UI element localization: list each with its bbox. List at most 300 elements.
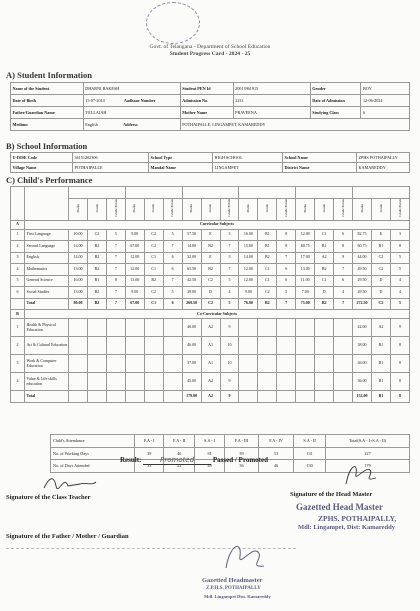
- mark-cell: B1: [258, 241, 277, 253]
- mark-cell: 82.75: [353, 229, 372, 241]
- mark-cell: 12.00: [125, 264, 144, 276]
- mark-cell: [163, 373, 182, 391]
- table-row: [11, 287, 410, 299]
- mark-cell: 13.00: [69, 287, 88, 299]
- mark-cell: 8: [106, 275, 125, 287]
- label: Mother Name: [180, 107, 233, 119]
- table-row: [11, 275, 410, 287]
- attendance-col-header: S.A - I: [195, 435, 224, 448]
- sno: 6: [11, 287, 25, 299]
- mark-cell: [277, 373, 296, 391]
- total-cell: 5: [390, 298, 409, 310]
- mark-cell: [163, 319, 182, 337]
- attendance-col-header: F.A - III: [224, 435, 258, 448]
- mark-cell: [315, 355, 334, 373]
- bottom-stamp-line1: Gazetted Headmaster: [202, 577, 263, 584]
- student-info-title: A) Student Information: [6, 70, 92, 80]
- section-title-cocurricular: Co-Curricular Subjects: [25, 310, 410, 319]
- mark-cell: [69, 373, 88, 391]
- sno: 5: [11, 275, 25, 287]
- mark-cell: 60.75: [353, 241, 372, 253]
- mark-cell: 7: [220, 264, 239, 276]
- col-subjects-header: [25, 187, 69, 221]
- performance-table: [10, 186, 410, 403]
- mark-cell: [258, 319, 277, 337]
- value: 2231: [233, 95, 310, 107]
- subject-name: First Language: [25, 229, 69, 241]
- mark-cell: 5: [163, 229, 182, 241]
- mark-cell: C2: [201, 275, 220, 287]
- mark-cell: C2: [144, 287, 163, 299]
- mark-cell: [239, 355, 258, 373]
- mark-cell: A2: [315, 252, 334, 264]
- mark-cell: [334, 391, 353, 403]
- label: U-DISE Code: [11, 153, 73, 163]
- table-row: [11, 241, 410, 253]
- mark-cell: 4: [220, 287, 239, 299]
- mark-cell: 42.00: [353, 319, 372, 337]
- mark-cell: [258, 355, 277, 373]
- total-cell: 7: [277, 298, 296, 310]
- mark-cell: 152.00: [353, 391, 372, 403]
- mark-cell: [69, 337, 88, 355]
- mark-cell: 46.00: [182, 337, 201, 355]
- mark-cell: 57.50: [182, 229, 201, 241]
- label: Date of Birth: [11, 95, 84, 107]
- mark-cell: 11.00: [296, 275, 315, 287]
- mark-cell: [125, 391, 144, 403]
- attendance-col-header: F.A - II: [163, 435, 195, 448]
- total-label: Total: [25, 298, 69, 310]
- mark-cell: 16.00: [239, 229, 258, 241]
- table-row: [11, 252, 410, 264]
- label: District Name: [283, 163, 357, 173]
- hm-stamp-line2: ZPHS. POTHAIPALLY,: [318, 514, 397, 523]
- attendance-cell: 81: [195, 447, 224, 460]
- mark-cell: 8: [277, 229, 296, 241]
- mark-cell: [258, 337, 277, 355]
- mark-cell: [315, 319, 334, 337]
- mark-cell: [277, 337, 296, 355]
- mark-cell: 5: [390, 252, 409, 264]
- sub-header: [106, 198, 125, 220]
- mark-cell: 12.00: [125, 252, 144, 264]
- mark-cell: B1: [372, 355, 391, 373]
- mark-cell: 7: [334, 264, 353, 276]
- mark-cell: 38.00: [353, 337, 372, 355]
- mark-cell: C2: [372, 264, 391, 276]
- mark-cell: A2: [372, 319, 391, 337]
- mark-cell: 67.00: [125, 241, 144, 253]
- section-letter-curricular: A: [11, 220, 25, 229]
- sub-header: [372, 198, 391, 220]
- mark-cell: C2: [87, 229, 106, 241]
- bottom-stamp-line3: Mdl. Lingampet Dist. Kamareddy: [204, 594, 271, 599]
- sub-header-label: Grade Points: [283, 199, 288, 218]
- value: POTHAIPALLE: [73, 163, 149, 173]
- exam-group-header: [69, 187, 126, 199]
- mark-cell: C1: [144, 252, 163, 264]
- mark-cell: D: [201, 287, 220, 299]
- mark-cell: 7: [163, 241, 182, 253]
- mark-cell: [239, 391, 258, 403]
- mark-cell: [144, 391, 163, 403]
- sno: 4: [11, 373, 25, 391]
- mark-cell: B2: [87, 264, 106, 276]
- mark-cell: [106, 319, 125, 337]
- bottom-stamp-signature: [218, 538, 268, 578]
- exam-group-header: [296, 187, 353, 199]
- table-row: [11, 373, 410, 391]
- mark-cell: 13.00: [69, 264, 88, 276]
- attendance-cell: 131: [294, 447, 326, 460]
- col-sno-header: [11, 187, 25, 221]
- mark-cell: A2: [201, 319, 220, 337]
- mark-cell: 9: [334, 252, 353, 264]
- mark-cell: C1: [315, 275, 334, 287]
- mark-cell: 12.00: [239, 275, 258, 287]
- mark-cell: 9.00: [125, 287, 144, 299]
- mark-cell: 45.00: [182, 373, 201, 391]
- mark-cell: 14.00: [69, 241, 88, 253]
- mark-cell: [315, 373, 334, 391]
- sub-header-label: Grade: [151, 204, 156, 213]
- mark-cell: C1: [315, 229, 334, 241]
- label: Student PEN Id: [180, 83, 233, 95]
- sub-header-label: Grade Points: [113, 199, 118, 218]
- subject-name: Art & Cultural Education: [25, 337, 69, 355]
- sub-header: [277, 198, 296, 220]
- mark-cell: B1: [372, 337, 391, 355]
- mark-cell: [106, 391, 125, 403]
- sub-header: [390, 198, 409, 220]
- mark-cell: A2: [201, 391, 220, 403]
- mark-cell: [296, 355, 315, 373]
- hm-stamp-line3: Mdl: Lingampet, Dist: Kamareddy: [298, 524, 396, 531]
- mark-cell: [296, 319, 315, 337]
- mark-cell: 5: [390, 264, 409, 276]
- mark-cell: 7: [106, 264, 125, 276]
- sub-header-label: Marks: [302, 203, 307, 213]
- result-suffix: Passed / Promoted: [212, 456, 268, 464]
- mark-cell: 3: [390, 229, 409, 241]
- mark-cell: 9: [220, 319, 239, 337]
- mark-cell: 6: [334, 229, 353, 241]
- total-cell: C2: [201, 298, 220, 310]
- subject-name: Second Language: [25, 241, 69, 253]
- mark-cell: 29.50: [353, 275, 372, 287]
- value: KAMAREDDY: [357, 163, 410, 173]
- mark-cell: 16.00: [69, 275, 88, 287]
- total-cell: 76.00: [239, 298, 258, 310]
- value: 6: [361, 107, 410, 119]
- sno: 3: [11, 252, 25, 264]
- mark-cell: [334, 355, 353, 373]
- value: 12-06-2024: [361, 95, 410, 107]
- mark-cell: 46.00: [182, 319, 201, 337]
- school-info-title: B) School Information: [6, 141, 88, 151]
- attendance-cell: 53: [259, 447, 294, 460]
- exam-group-header: [353, 187, 410, 199]
- label: Mandal Name: [149, 163, 213, 173]
- mark-cell: 9.00: [239, 287, 258, 299]
- table-row: [11, 264, 410, 276]
- mark-cell: 7: [106, 287, 125, 299]
- attendance-col-header: F.A - I: [135, 435, 164, 448]
- mark-cell: 10.00: [69, 229, 88, 241]
- sno: 1: [11, 229, 25, 241]
- head-master-signature-label: Signature of the Head Master: [290, 491, 373, 498]
- sub-header: [315, 198, 334, 220]
- mark-cell: [106, 355, 125, 373]
- attendance-col-header: Total(S.A - I+S.A - II): [326, 435, 410, 448]
- attendance-cell: 39: [224, 447, 258, 460]
- section-letter-cocurricular: B: [11, 310, 25, 319]
- mark-cell: B2: [315, 264, 334, 276]
- sub-header-label: Marks: [75, 203, 80, 213]
- total-cell: B2: [87, 298, 106, 310]
- exam-group-header: [125, 187, 182, 199]
- attendance-cell: 33: [135, 460, 164, 473]
- subject-name: English: [25, 252, 69, 264]
- mark-cell: C2: [144, 229, 163, 241]
- subject-name: Value & Life skills education: [25, 373, 69, 391]
- mark-cell: 7: [220, 241, 239, 253]
- label: Father/Guardian Name: [11, 107, 84, 119]
- head-master-signature: [340, 460, 380, 488]
- mark-cell: A1: [201, 355, 220, 373]
- mark-cell: [125, 373, 144, 391]
- mark-cell: 4: [390, 287, 409, 299]
- mark-cell: [277, 319, 296, 337]
- sub-header: [239, 198, 258, 220]
- result-label: Result:: [120, 456, 142, 464]
- mark-cell: [277, 391, 296, 403]
- mark-cell: B1: [372, 373, 391, 391]
- mark-cell: C2: [258, 287, 277, 299]
- header-progress-card: Student Progress Card - 2024 - 25: [169, 51, 251, 57]
- mark-cell: 36.00: [353, 355, 372, 373]
- mark-cell: [258, 373, 277, 391]
- value: 36151202306: [73, 153, 149, 163]
- total-cell: 7: [106, 298, 125, 310]
- mark-cell: 5: [106, 229, 125, 241]
- mark-cell: 8: [334, 241, 353, 253]
- mark-cell: 9: [220, 391, 239, 403]
- mark-cell: 39.00: [182, 287, 201, 299]
- mark-cell: 7: [106, 252, 125, 264]
- attendance-cell: 49: [195, 460, 224, 473]
- mark-cell: [315, 337, 334, 355]
- mark-cell: 8: [390, 391, 409, 403]
- mark-cell: E: [201, 252, 220, 264]
- mark-cell: [87, 355, 106, 373]
- exam-group-header: [239, 187, 296, 199]
- sub-header-label: Grade Points: [227, 199, 232, 218]
- total-cell: B2: [315, 298, 334, 310]
- label: Studying Class: [310, 107, 361, 119]
- table-row: [11, 391, 410, 403]
- mark-cell: [277, 355, 296, 373]
- mark-cell: E: [201, 229, 220, 241]
- mark-cell: 6: [163, 264, 182, 276]
- sub-header-label: Marks: [132, 203, 137, 213]
- mark-cell: 14.00: [69, 252, 88, 264]
- mark-cell: [258, 391, 277, 403]
- sub-header-label: Marks: [246, 203, 251, 213]
- sub-header: [220, 198, 239, 220]
- mark-cell: 9: [390, 319, 409, 337]
- mark-cell: [87, 337, 106, 355]
- sno: 4: [11, 264, 25, 276]
- performance-title: C) Child's Performance: [6, 175, 93, 185]
- attendance-cell: 22: [163, 460, 195, 473]
- mark-cell: B2: [87, 241, 106, 253]
- mark-cell: B2: [258, 252, 277, 264]
- total-cell: C2: [372, 298, 391, 310]
- attendance-col-header: F.A - IV: [259, 435, 294, 448]
- sub-header-label: Grade: [321, 204, 326, 213]
- mark-cell: [69, 391, 88, 403]
- mark-cell: 179.00: [182, 391, 201, 403]
- sub-header: [353, 198, 372, 220]
- mark-cell: 6: [277, 264, 296, 276]
- mark-cell: B1: [372, 241, 391, 253]
- mark-cell: [296, 337, 315, 355]
- mark-cell: 8: [390, 241, 409, 253]
- sub-header: [182, 198, 201, 220]
- mark-cell: C1: [258, 275, 277, 287]
- header-department: Govt. of Telangana - Department of School Education: [149, 44, 271, 50]
- table-row: [11, 319, 410, 337]
- subject-name: Health & Physical Education: [25, 319, 69, 337]
- mark-cell: [125, 355, 144, 373]
- mark-cell: 13.00: [296, 264, 315, 276]
- sno: 2: [11, 241, 25, 253]
- value: LINGAMPET: [213, 163, 283, 173]
- mark-cell: 13.00: [125, 275, 144, 287]
- mark-cell: 14.00: [239, 252, 258, 264]
- mark-cell: C2: [372, 252, 391, 264]
- label: Gender: [310, 83, 361, 95]
- sub-header-label: Marks: [359, 203, 364, 213]
- mark-cell: [144, 319, 163, 337]
- table-row: [11, 355, 410, 373]
- mark-cell: [239, 373, 258, 391]
- value: English Address: [83, 119, 180, 131]
- mark-cell: A1: [201, 337, 220, 355]
- mark-cell: B2: [144, 275, 163, 287]
- attendance-row-label: No. of Days Attended: [51, 460, 135, 473]
- mark-cell: 4: [390, 275, 409, 287]
- mark-cell: 5: [163, 287, 182, 299]
- value: ZPHS POTHAIPALLY: [357, 153, 410, 163]
- mark-cell: 7: [277, 252, 296, 264]
- mark-cell: B2: [201, 264, 220, 276]
- sub-header-label: Grade Points: [397, 199, 402, 218]
- sub-header-label: Grade: [208, 204, 213, 213]
- mark-cell: 49.50: [353, 264, 372, 276]
- subject-name: Work & Computer Education: [25, 355, 69, 373]
- total-cell: 75.00: [296, 298, 315, 310]
- mark-cell: 12.00: [239, 264, 258, 276]
- mark-cell: [239, 319, 258, 337]
- attendance-cell: 36: [224, 460, 258, 473]
- mark-cell: [69, 355, 88, 373]
- mark-cell: 8: [277, 241, 296, 253]
- label: Village Name: [11, 163, 73, 173]
- exam-group-header: [182, 187, 239, 199]
- student-info-table: [10, 82, 410, 131]
- mark-cell: D: [372, 287, 391, 299]
- mark-cell: 5: [220, 275, 239, 287]
- mark-cell: 42.50: [182, 275, 201, 287]
- table-row: [11, 337, 410, 355]
- total-cell: 5: [220, 298, 239, 310]
- mark-cell: [144, 337, 163, 355]
- sub-header-label: Marks: [189, 203, 194, 213]
- mark-cell: 14.00: [182, 241, 201, 253]
- mark-cell: 32.00: [182, 252, 201, 264]
- mark-cell: B1: [315, 241, 334, 253]
- value: BOY: [361, 83, 410, 95]
- mark-cell: D: [372, 275, 391, 287]
- sub-header: [87, 198, 106, 220]
- label: School Name: [283, 153, 357, 163]
- class-teacher-signature: [40, 472, 100, 494]
- mark-cell: 65.50: [182, 264, 201, 276]
- mark-cell: 9: [220, 373, 239, 391]
- mark-cell: [163, 337, 182, 355]
- attendance-cell: 46: [163, 447, 195, 460]
- class-teacher-signature-label: Signature of the Class Teacher: [6, 494, 91, 501]
- mark-cell: 7.00: [296, 287, 315, 299]
- mark-cell: 10: [220, 355, 239, 373]
- mark-cell: [296, 373, 315, 391]
- mark-cell: 8: [390, 337, 409, 355]
- sub-header: [296, 198, 315, 220]
- sub-header-label: Grade: [94, 204, 99, 213]
- label: Date of Admission: [310, 95, 361, 107]
- total-cell: B2: [258, 298, 277, 310]
- mark-cell: 3: [220, 252, 239, 264]
- mark-cell: [144, 355, 163, 373]
- mark-cell: 5: [277, 287, 296, 299]
- mark-cell: 44.00: [353, 252, 372, 264]
- mark-cell: C1: [144, 264, 163, 276]
- attendance-cell: 179: [326, 460, 410, 473]
- attendance-cell: 227: [326, 447, 410, 460]
- mark-cell: 6: [277, 275, 296, 287]
- table-row: [11, 229, 410, 241]
- value: 20013961915: [233, 83, 310, 95]
- sub-header-label: Grade: [378, 204, 383, 213]
- total-cell: 6: [163, 298, 182, 310]
- sub-header: [201, 198, 220, 220]
- sub-header: [69, 198, 88, 220]
- mark-cell: [334, 373, 353, 391]
- label: Medium: [11, 119, 84, 131]
- value: POTHAIPALLE, LINGAMPET, KAMAREDDY: [180, 119, 409, 131]
- sub-header-label: Grade: [265, 204, 270, 213]
- attendance-header-label: Child's Attendance: [51, 435, 135, 448]
- sub-header: [258, 198, 277, 220]
- mark-cell: 29.50: [353, 287, 372, 299]
- total-cell: 269.50: [182, 298, 201, 310]
- mark-cell: 60.75: [296, 241, 315, 253]
- mark-cell: 8: [390, 373, 409, 391]
- mark-cell: 15.00: [239, 241, 258, 253]
